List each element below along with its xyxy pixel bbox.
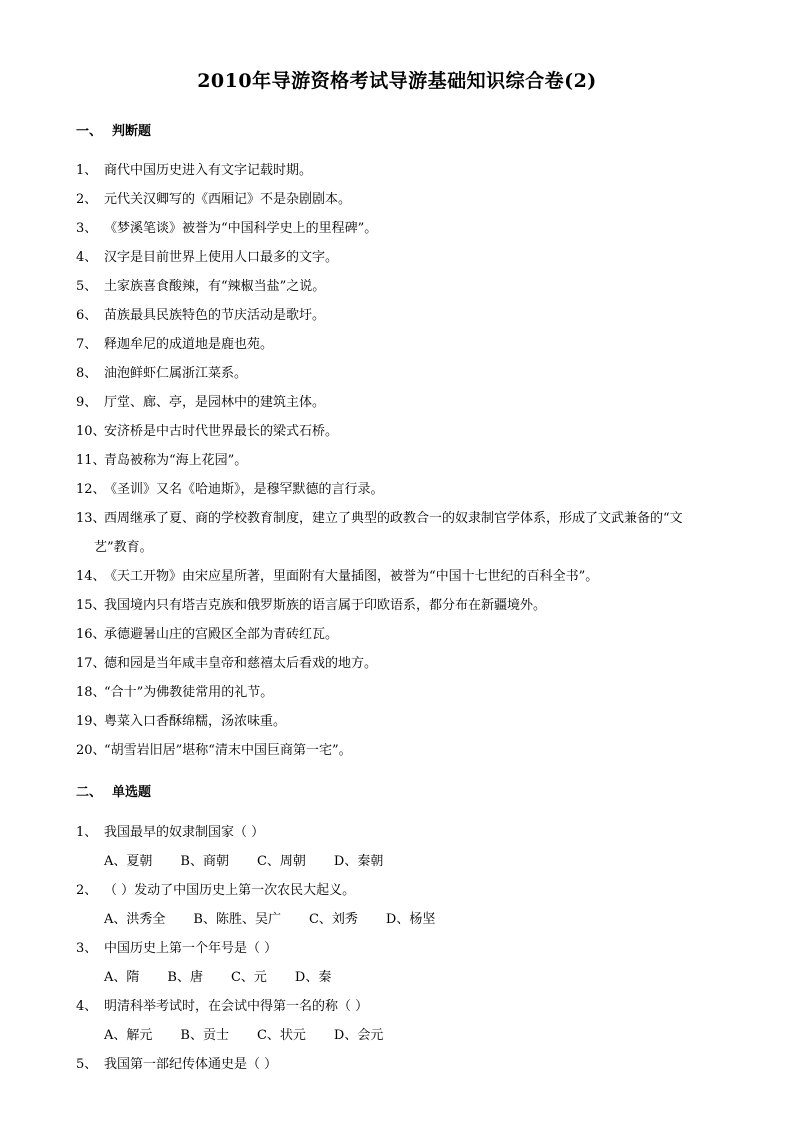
- answer-options: [76, 847, 716, 876]
- answer-option: A、解元: [104, 1028, 153, 1043]
- question-number: 3、: [76, 221, 98, 236]
- question-item: [76, 992, 716, 1021]
- question-number: 2、: [76, 192, 98, 207]
- question-item: [76, 185, 716, 214]
- answer-option: C、元: [230, 970, 267, 985]
- question-text: 明清科举考试时，在会试中得第一名的称（ ）: [104, 999, 369, 1014]
- question-item: [76, 156, 716, 185]
- question-item: [76, 359, 716, 388]
- question-item: [76, 272, 716, 301]
- question-number: 7、: [76, 337, 98, 352]
- answer-options: [76, 905, 716, 934]
- answer-option: A、洪秀全: [104, 912, 166, 927]
- question-number: 11、: [76, 453, 106, 468]
- question-item: [76, 707, 716, 736]
- question-text: 土家族喜食酸辣，有“辣椒当盐”之说。: [104, 279, 326, 294]
- answer-option: C、状元: [256, 1028, 306, 1043]
- answer-option: D、秦朝: [333, 854, 384, 869]
- question-text: 厅堂、廊、亭，是园林中的建筑主体。: [104, 395, 326, 410]
- question-number: 6、: [76, 308, 98, 323]
- question-text: 德和园是当年咸丰皇帝和慈禧太后看戏的地方。: [104, 656, 378, 671]
- answer-option: A、隋: [104, 970, 140, 985]
- question-item: [76, 876, 716, 905]
- question-text: [94, 504, 724, 562]
- question-item: [76, 934, 716, 963]
- question-text: 中国历史上第一个年号是（ ）: [104, 941, 278, 956]
- answer-option: A、夏朝: [104, 854, 153, 869]
- question-item: [76, 388, 716, 417]
- question-item: [76, 736, 716, 765]
- question-text: 我国第一部纪传体通史是（ ）: [104, 1057, 278, 1072]
- question-text: “胡雪岩旧居”堪称“清末中国巨商第一宅”。: [104, 743, 352, 758]
- question-item: [76, 562, 716, 591]
- question-number: 1、: [76, 825, 98, 840]
- question-text: 粤菜入口香酥绵糯，汤浓味重。: [104, 714, 287, 729]
- question-item: [76, 649, 716, 678]
- question-item: [76, 301, 716, 330]
- question-text: 我国最早的奴隶制国家（ ）: [104, 825, 265, 840]
- question-item: [76, 504, 716, 562]
- question-text-line: 西周继承了夏、商的学校教育制度，建立了典型的政教合一的奴隶制官学体系，形成了文武兼备的“文: [104, 511, 683, 526]
- section-label: 单选题: [112, 785, 152, 800]
- question-text: 《梦溪笔谈》被誉为“中国科学史上的里程碑”。: [104, 221, 378, 236]
- question-item: [76, 678, 716, 707]
- answer-options: [76, 1021, 716, 1050]
- section-number: 一、: [76, 124, 103, 139]
- question-number: 17、: [76, 656, 106, 671]
- question-number: 5、: [76, 1057, 98, 1072]
- answer-option: B、唐: [167, 970, 203, 985]
- question-item: [76, 1050, 716, 1079]
- question-number: 3、: [76, 941, 98, 956]
- question-number: 14、: [76, 569, 106, 584]
- question-number: 16、: [76, 627, 106, 642]
- section-heading-single-choice: [76, 781, 151, 800]
- question-text: 《天工开物》由宋应星所著，里面附有大量插图，被誉为“中国十七世纪的百科全书”。: [104, 569, 599, 584]
- answer-option: C、周朝: [256, 854, 306, 869]
- answer-option: C、刘秀: [308, 912, 358, 927]
- question-text: 安济桥是中古时代世界最长的梁式石桥。: [104, 424, 339, 439]
- question-text: 《圣训》又名《哈迪斯》，是穆罕默德的言行录。: [104, 482, 384, 497]
- section-number: 二、: [76, 785, 103, 800]
- question-text: 承德避暑山庄的宫殿区全部为青砖红瓦。: [104, 627, 339, 642]
- answer-option: B、贡士: [180, 1028, 229, 1043]
- question-number: 9、: [76, 395, 98, 410]
- question-number: 1、: [76, 163, 98, 178]
- answer-option: D、秦: [294, 970, 332, 985]
- section-heading-true-false: [76, 120, 151, 139]
- question-item: [76, 446, 716, 475]
- question-item: [76, 591, 716, 620]
- question-text: 释迦牟尼的成道地是鹿也苑。: [104, 337, 274, 352]
- question-item: [76, 818, 716, 847]
- question-number: 8、: [76, 366, 98, 381]
- question-text: 油泡鲜虾仁属浙江菜系。: [104, 366, 248, 381]
- single-choice-list: [76, 818, 716, 1079]
- question-text: 元代关汉卿写的《西厢记》不是杂剧剧本。: [104, 192, 352, 207]
- question-number: 18、: [76, 685, 106, 700]
- question-number: 4、: [76, 250, 98, 265]
- question-number: 2、: [76, 883, 98, 898]
- question-item: [76, 475, 716, 504]
- true-false-list: [76, 156, 716, 765]
- question-text: （ ）发动了中国历史上第一次农民大起义。: [104, 883, 356, 898]
- page-title: 2010年导游资格考试导游基础知识综合卷(2): [197, 70, 597, 92]
- question-item: [76, 620, 716, 649]
- question-number: 4、: [76, 999, 98, 1014]
- question-item: [76, 214, 716, 243]
- answer-options: [76, 963, 716, 992]
- answer-option: D、会元: [333, 1028, 384, 1043]
- question-number: 12、: [76, 482, 106, 497]
- question-text: 苗族最具民族特色的节庆活动是歌圩。: [104, 308, 326, 323]
- answer-option: B、商朝: [180, 854, 229, 869]
- question-number: 10、: [76, 424, 106, 439]
- question-number: 5、: [76, 279, 98, 294]
- question-item: [76, 243, 716, 272]
- question-text-line: 艺”教育。: [94, 540, 153, 555]
- question-item: [76, 330, 716, 359]
- question-text: 商代中国历史进入有文字记载时期。: [104, 163, 313, 178]
- question-item: [76, 417, 716, 446]
- question-text: 我国境内只有塔吉克族和俄罗斯族的语言属于印欧语系，都分布在新疆境外。: [104, 598, 547, 613]
- section-label: 判断题: [112, 124, 152, 139]
- question-text: “合十”为佛教徒常用的礼节。: [104, 685, 274, 700]
- question-number: 20、: [76, 743, 106, 758]
- question-text: 青岛被称为“海上花园”。: [104, 453, 248, 468]
- answer-option: B、陈胜、吴广: [193, 912, 281, 927]
- question-number: 13、: [76, 511, 106, 526]
- question-number: 19、: [76, 714, 106, 729]
- question-text: 汉字是目前世界上使用人口最多的文字。: [104, 250, 339, 265]
- answer-option: D、杨坚: [385, 912, 436, 927]
- question-number: 15、: [76, 598, 106, 613]
